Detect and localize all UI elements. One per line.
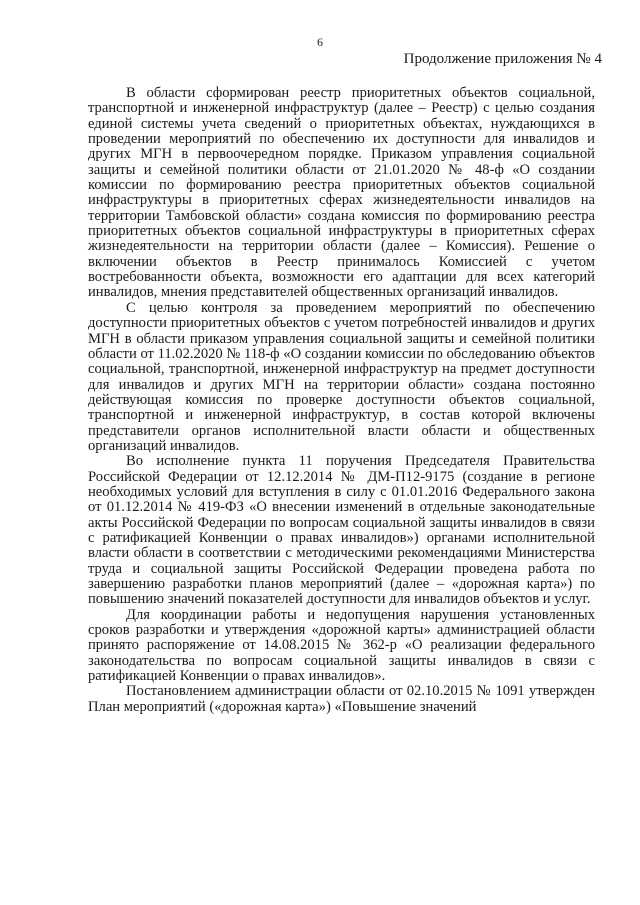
paragraph-inspection-commission: С целью контроля за проведением мероприятий по обеспечению доступности приоритетных объектов с учетом потребностей инвалидов и других МГН в области приказом управления социальной защиты и семейной политики области от 11.02.2020 № 118-ф «О создании комиссии по обследованию объектов социальной, транспортной, инженерной инфраструктур на предмет доступности для инвалидов и других МГН на территории области» создана постоянно действующая комиссия по проверке доступности объектов социальной, транспортной и инженерной инфраструктур, в состав которой включены представители органов исполнительной власти области и общественных организаций инвалидов.: [88, 299, 595, 454]
document-body: [88, 86, 595, 715]
paragraph-road-map-approval: Постановлением администрации области от 02.10.2015 № 1091 утвержден План мероприятий («дорожная карта») «Повышение значений: [88, 683, 595, 715]
paragraph-registry: В области сформирован реестр приоритетных объектов социальной, транспортной и инженерной инфраструктур (далее – Реестр) с целью создания единой системы учета сведений о приоритетных объектах, нуждающихся в проведении мероприятий по обеспечению их доступности для инвалидов и других МГН в первоочередном порядке. Приказом управления социальной защиты и семейной политики области от 21.01.2020 № 48-ф «О создании комиссии по формированию реестра приоритетных объектов социальной инфраструктуры в приоритетных сферах жизнедеятельности инвалидов на территории Тамбовской области» создана комиссия по формированию реестра приоритетных объектов социальной инфраструктуры в приоритетных сферах жизнедеятельности на территории области (далее – Комиссия). Решение о включении объектов в Реестр принималось Комиссией с учетом востребованности объекта, возможности его адаптации для всех категорий инвалидов, мнения представителей общественных организаций инвалидов.: [88, 85, 595, 301]
appendix-continuation-label: Продолжение приложения № 4: [403, 51, 602, 67]
page-number: 6: [317, 35, 323, 49]
paragraph-coordination-order: Для координации работы и недопущения нарушения установленных сроков разработки и утверждения «дорожной карты» администрацией области принято распоряжение от 14.08.2015 № 362-р «О реализации федерального законодательства по вопросам социальной защиты инвалидов в связи с ратификацией Конвенции о правах инвалидов».: [88, 606, 595, 685]
paragraph-road-map-development: Во исполнение пункта 11 поручения Председателя Правительства Российской Федерации от 12.12.2014 № ДМ-П12-9175 (создание в регионе необходимых условий для вступления в силу с 01.01.2016 Федерального закона от 01.12.2014 № 419-ФЗ «О внесении изменений в отдельные законодательные акты Российской Федерации по вопросам социальной защиты инвалидов в связи с ратификацией Конвенции о правах инвалидов») органами исполнительной власти области в соответствии с методическими рекомендациями Министерства труда и социальной защиты Российской Федерации проведена работа по завершению разработки планов мероприятий (далее – «дорожная карта») по повышению значений показателей доступности для инвалидов объектов и услуг.: [88, 453, 595, 608]
